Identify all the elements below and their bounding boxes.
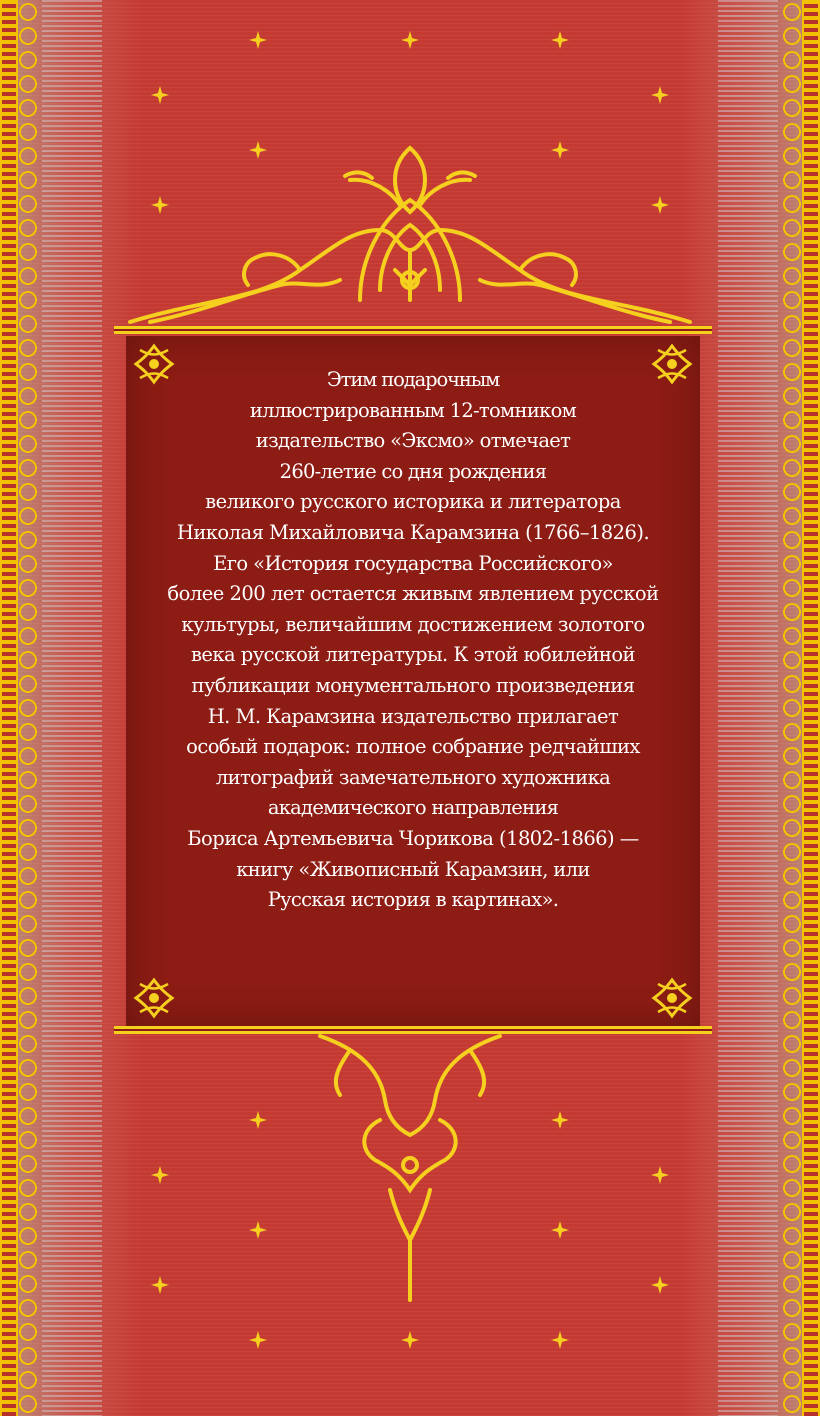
blurb-line: особый подарок: полное собрание редчайших (186, 735, 640, 759)
celtic-knot-pendant (320, 1036, 500, 1300)
blurb-line: академического направления (267, 796, 559, 820)
blurb-line: иллюстрированным 12-томником (249, 398, 577, 422)
panel-frame-top (114, 326, 712, 334)
blurb-line: литографий замечательного художника (215, 765, 611, 789)
celtic-knot-crown (130, 148, 690, 322)
blurb-line: культуры, величайшим достижением золотого (181, 612, 645, 636)
blurb-line: Бориса Артемьевича Чорикова (1802-1866) — (187, 826, 639, 850)
blurb-line: публикации монументального произведения (191, 673, 635, 697)
blurb-line: Русская история в картинах». (267, 888, 559, 912)
blurb-line: 260-летие со дня рождения (279, 459, 547, 483)
blurb-line: книгу «Живописный Карамзин, или (236, 857, 590, 881)
blurb-line: Этим подарочным (326, 368, 500, 391)
blurb-line: века русской литературы. К этой юбилейной (190, 643, 636, 667)
blurb-line: более 200 лет остается живым явлением русской (167, 582, 659, 606)
blurb-line: Н. М. Карамзина издательство прилагает (207, 704, 619, 728)
panel-frame-bottom (114, 1026, 712, 1034)
blurb-text (126, 365, 700, 916)
blurb-line: Его «История государства Российского» (213, 551, 613, 575)
blurb-line: издательство «Эксмо» отмечает (255, 429, 571, 453)
blurb-line: великого русского историка и литератора (205, 490, 621, 514)
blurb-line: Николая Михайловича Карамзина (1766–1826). (176, 520, 650, 544)
